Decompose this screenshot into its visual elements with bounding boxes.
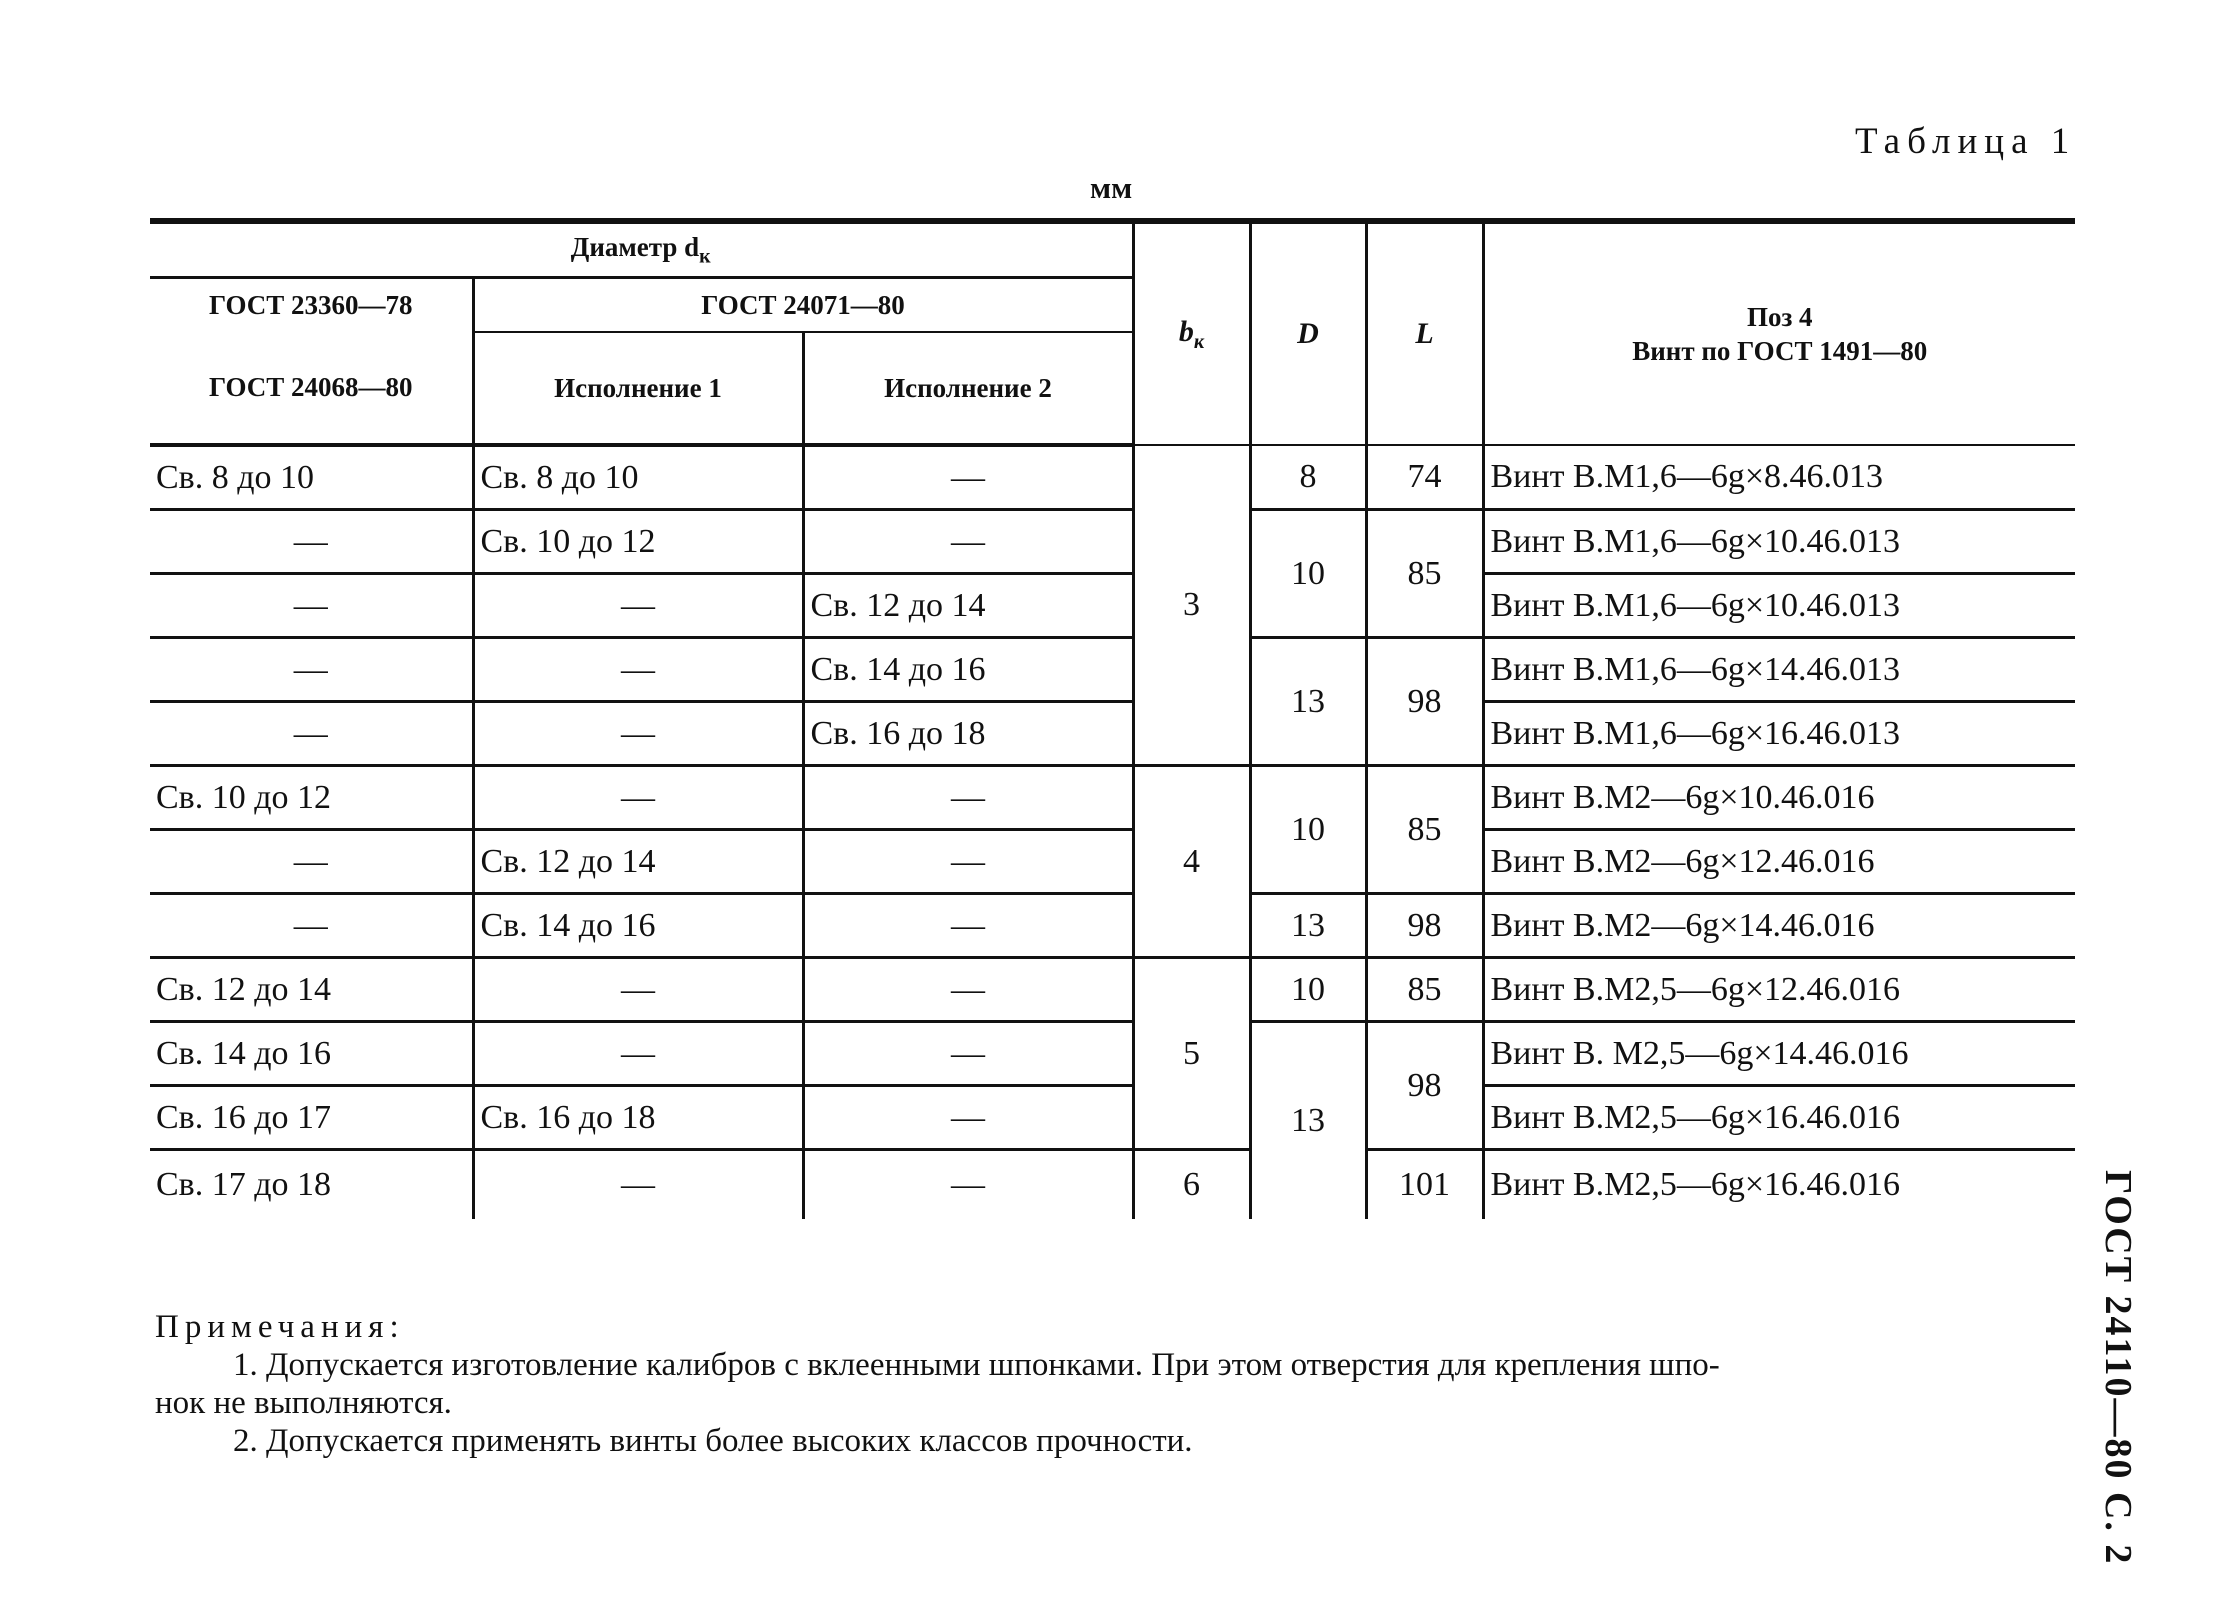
cell-L: 85 <box>1366 510 1483 638</box>
cell-gost23360: — <box>150 702 473 766</box>
units-label: мм <box>1090 170 1133 205</box>
cell-screw: Винт В.М2—6g×14.46.016 <box>1483 894 2075 958</box>
cell-screw: Винт В.М2,5—6g×16.46.016 <box>1483 1086 2075 1150</box>
cell-variant1: — <box>473 766 803 830</box>
cell-L: 98 <box>1366 638 1483 766</box>
cell-gost23360: — <box>150 510 473 574</box>
cell-L: 85 <box>1366 766 1483 894</box>
notes-title: Примечания: <box>155 1309 405 1345</box>
table-row <box>150 445 2075 510</box>
note-2: 2. Допускается применять винты более высоких классов прочности. <box>233 1423 1193 1459</box>
cell-variant2: — <box>803 1022 1133 1086</box>
cell-variant1: Св. 16 до 18 <box>473 1086 803 1150</box>
cell-screw: Винт В.М2,5—6g×16.46.016 <box>1483 1150 2075 1220</box>
cell-L: 85 <box>1366 958 1483 1022</box>
cell-screw: Винт В.М1,6—6g×8.46.013 <box>1483 445 2075 510</box>
table-row <box>150 510 2075 574</box>
cell-screw: Винт В.М1,6—6g×10.46.013 <box>1483 574 2075 638</box>
header-bk: $b_к$ <box>1133 221 1250 445</box>
header-gost-right: ГОСТ 24071—80 <box>473 278 1133 333</box>
cell-screw: Винт В.М2—6g×12.46.016 <box>1483 830 2075 894</box>
cell-gost23360: — <box>150 638 473 702</box>
standard-page-label: ГОСТ 24110—80 С. 2 <box>2097 1170 2139 1566</box>
cell-variant1: Св. 12 до 14 <box>473 830 803 894</box>
cell-variant2: Св. 12 до 14 <box>803 574 1133 638</box>
cell-gost23360: Св. 8 до 10 <box>150 445 473 510</box>
cell-D: 10 <box>1250 958 1366 1022</box>
cell-gost23360: — <box>150 574 473 638</box>
note-1: 1. Допускается изготовление калибров с вклеенными шпонками. При этом отверстия для крепления шпо- <box>233 1347 1720 1383</box>
spec-table <box>150 218 2075 1219</box>
cell-variant2: — <box>803 958 1133 1022</box>
cell-variant1: — <box>473 574 803 638</box>
cell-variant2: — <box>803 510 1133 574</box>
cell-variant1: Св. 8 до 10 <box>473 445 803 510</box>
header-gost-left-top: ГОСТ 23360—78 <box>208 290 413 320</box>
cell-bk: 4 <box>1133 766 1250 958</box>
cell-screw: Винт В.М1,6—6g×10.46.013 <box>1483 510 2075 574</box>
cell-variant1: — <box>473 638 803 702</box>
cell-L: 98 <box>1366 1022 1483 1150</box>
cell-variant1: — <box>473 702 803 766</box>
note-1-continued: нок не выполняются. <box>155 1385 452 1421</box>
table-row <box>150 830 2075 894</box>
cell-screw: Винт В. М2,5—6g×14.46.016 <box>1483 1022 2075 1086</box>
cell-gost23360: — <box>150 894 473 958</box>
cell-screw: Винт В.М1,6—6g×16.46.013 <box>1483 702 2075 766</box>
header-variant1: Исполнение 1 <box>473 332 803 445</box>
header-diameter: Диаметр $d_к$ <box>150 221 1133 278</box>
cell-L: 74 <box>1366 445 1483 510</box>
cell-D: 13 <box>1250 894 1366 958</box>
cell-variant1: Св. 14 до 16 <box>473 894 803 958</box>
cell-D: 13 <box>1250 1022 1366 1220</box>
cell-D: 13 <box>1250 638 1366 766</box>
cell-variant2: Св. 16 до 18 <box>803 702 1133 766</box>
table-row <box>150 574 2075 638</box>
cell-L: 101 <box>1366 1150 1483 1220</box>
cell-variant2: — <box>803 445 1133 510</box>
table-row <box>150 1086 2075 1150</box>
table-row <box>150 958 2075 1022</box>
cell-D: 8 <box>1250 445 1366 510</box>
cell-gost23360: Св. 14 до 16 <box>150 1022 473 1086</box>
table-row <box>150 766 2075 830</box>
cell-gost23360: Св. 17 до 18 <box>156 1166 332 1203</box>
cell-gost23360: Св. 16 до 17 <box>150 1086 473 1150</box>
table-row <box>150 894 2075 958</box>
table-row <box>150 1022 2075 1086</box>
table-row <box>150 702 2075 766</box>
cell-variant2: — <box>803 1150 1133 1220</box>
table-row <box>150 638 2075 702</box>
cell-bk: 3 <box>1133 445 1250 766</box>
table-row <box>150 1150 2075 1220</box>
cell-gost23360: — <box>150 830 473 894</box>
cell-bk: 5 <box>1133 958 1250 1150</box>
cell-variant2: Св. 14 до 16 <box>803 638 1133 702</box>
cell-variant2: — <box>803 830 1133 894</box>
header-screw: Поз 4 Винт по ГОСТ 1491—80 <box>1483 221 2075 445</box>
cell-variant1: Св. 10 до 12 <box>473 510 803 574</box>
cell-variant2: — <box>803 766 1133 830</box>
cell-bk: 6 <box>1133 1150 1250 1220</box>
cell-L: 98 <box>1366 894 1483 958</box>
notes <box>155 1308 2100 1460</box>
cell-variant1: — <box>473 1150 803 1220</box>
cell-D: 10 <box>1250 510 1366 638</box>
cell-screw: Винт В.М2,5—6g×12.46.016 <box>1483 958 2075 1022</box>
cell-screw: Винт В.М1,6—6g×14.46.013 <box>1483 638 2075 702</box>
table-caption: Таблица 1 <box>1855 121 2077 162</box>
cell-screw: Винт В.М2—6g×10.46.016 <box>1483 766 2075 830</box>
cell-gost23360: Св. 10 до 12 <box>150 766 473 830</box>
cell-D: 10 <box>1250 766 1366 894</box>
header-L: L <box>1366 221 1483 445</box>
cell-variant1: — <box>473 1022 803 1086</box>
header-variant2: Исполнение 2 <box>803 332 1133 445</box>
header-D: D <box>1250 221 1366 445</box>
header-gost-left-bottom: ГОСТ 24068—80 <box>150 332 473 445</box>
cell-gost23360: Св. 12 до 14 <box>150 958 473 1022</box>
cell-variant1: — <box>473 958 803 1022</box>
cell-variant2: — <box>803 1086 1133 1150</box>
cell-variant2: — <box>803 894 1133 958</box>
